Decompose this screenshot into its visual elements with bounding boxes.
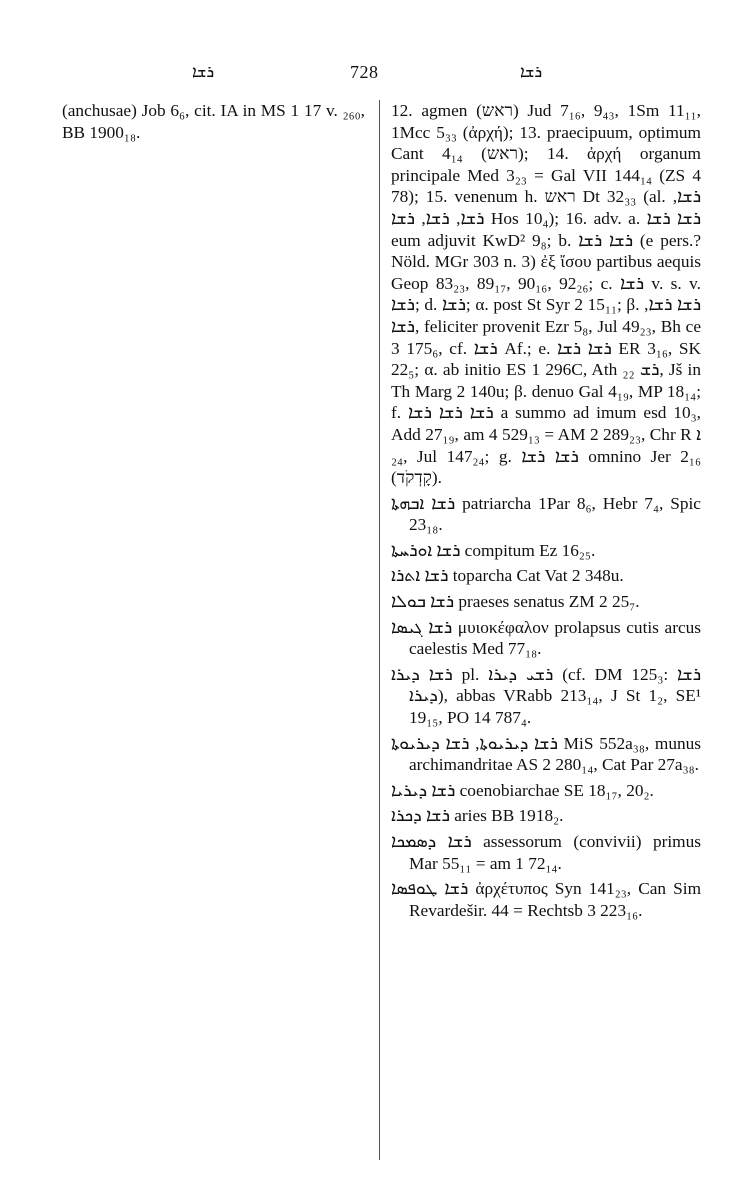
entry-paragraph: ܪܫܐ ܛܘܦܣܐ ἀρχέτυπος Syn 141₂₃, Can Sim Revardešir. 44 = Rechtsb 3 223₁₆. (391, 879, 702, 920)
entry-paragraph: ܪܫܐ ܕܟܪܐ aries BB 1918₂. (391, 806, 564, 826)
entry-paragraph: (anchusae) Job 6₆, cit. IA in MS 1 17 v. ₂₆₀, BB 1900₁₈. (62, 101, 365, 142)
page-number: 728 (350, 62, 379, 82)
column-divider (379, 100, 380, 1160)
running-head-right: ܪܫܐ (520, 64, 543, 81)
entry-paragraph: ܪܫܐ ܕܝܪܝܘܬܐ, ܪܫܐ ܕܝܪܝܘܬܐ MiS 552a₃₈, munus archimandritae AS 2 280₁₄, Cat Par 27a₃₈. (391, 733, 702, 775)
entry-paragraph: ܪܫܐ ܐܒܗܬܐ patriarcha 1Par 8₆, Hebr 7₄, Spic 23₁₈. (391, 493, 701, 535)
entry-paragraph: ܪܫܐ ܓܝܣܐ μυιοκέφαλον prolapsus cutis arcus caelestis Med 77₁₈. (391, 617, 702, 659)
entry-paragraph: ܪܫܐ ܕܝܪܝܐ coenobiarchae SE 18₁₇, 20₂. (391, 780, 654, 800)
entry-paragraph: ܪܫܐ ܕܣܡܟܐ assessorum (convivii) primus Mar 55₁₁ = am 1 72₁₄. (391, 832, 701, 873)
page-header (0, 60, 750, 90)
running-head-left: ܪܫܐ (192, 64, 215, 81)
entry-paragraph: 12. agmen (ראש) Jud 7₁₆, 9₄₃, 1Sm 11₁₁, 1Mcc 5₃₃ (ἀρχή); 13. praecipuum, optimum Cant 4₁₄ (ראש); 14. ἀρχή organum principale Med 3₂₃ = Gal VII 144₁₄ (ZS 4 78); 15. venenum h. ראש Dt 32₃₃ (al. ܪܫܐ, ܪܫܐ, ܪܫܐ, ܪܫܐ Hos 10₄); 16. adv. a. ܪܫܐ ܪܫܐ eum adjuvit KwD² 9₈; b. ܪܫܐ ܪܫܐ (e pers.? Nöld. MGr 303 n. 3) ἐξ ἴσου partibus aequis Geop 83₂₃, 89₁₇, 90₁₆, 92₂₆; c. ܪܫܐ v. s. v. ܪܫܐ; d. ܪܫܐ; α. post St Syr 2 15₁₁; β. ܪܫܐ ܪܫܐ, ܪܫܐ, feliciter provenit Ezr 5₈, Jul 49₂₃, Bh ce 3 175₆, cf. ܪܫܐ Af.; e. ܪܫܐ ܪܫܐ ER 3₁₆, SK 22₅; α. ab initio ES 1 296C, Ath ܪܫ ₂₂, Jš in Th Marg 2 140u; β. denuo Gal 4₁₉, MP 18₁₄; f. ܪܫܐ ܪܫܐ ܪܫܐ a summo ad imum esd 10₃, Add 27₁₉, am 4 529₁₃ = AM 2 289₂₃, Chr R ܐ ₂₄, Jul 147₂₄; g. ܪܫܐ ܪܫܐ omnino Jer 2₁₆ (קָדְקֹד). (391, 101, 702, 488)
entry-paragraph: ܪܫܐ ܐܬܪܐ toparcha Cat Vat 2 348u. (391, 566, 624, 586)
left-column (62, 100, 365, 147)
entry-paragraph: ܪܫܐ ܐܘܪܚܬܐ compitum Ez 16₂₅. (391, 540, 596, 560)
entry-paragraph: ܪܫܐ ܕܝܪܐ pl. ܪܫܝ ܕܝܪܐ (cf. DM 125₃: ܪܫܐ ܕܝܪܐ), abbas VRabb 213₁₄, J St 1₂, SE¹ 19₁₅, PO 14 787₄. (391, 664, 701, 728)
entry-paragraph: ܪܫܐ ܒܘܠܐ praeses senatus ZM 2 25₇. (391, 592, 640, 612)
right-column (391, 100, 701, 925)
